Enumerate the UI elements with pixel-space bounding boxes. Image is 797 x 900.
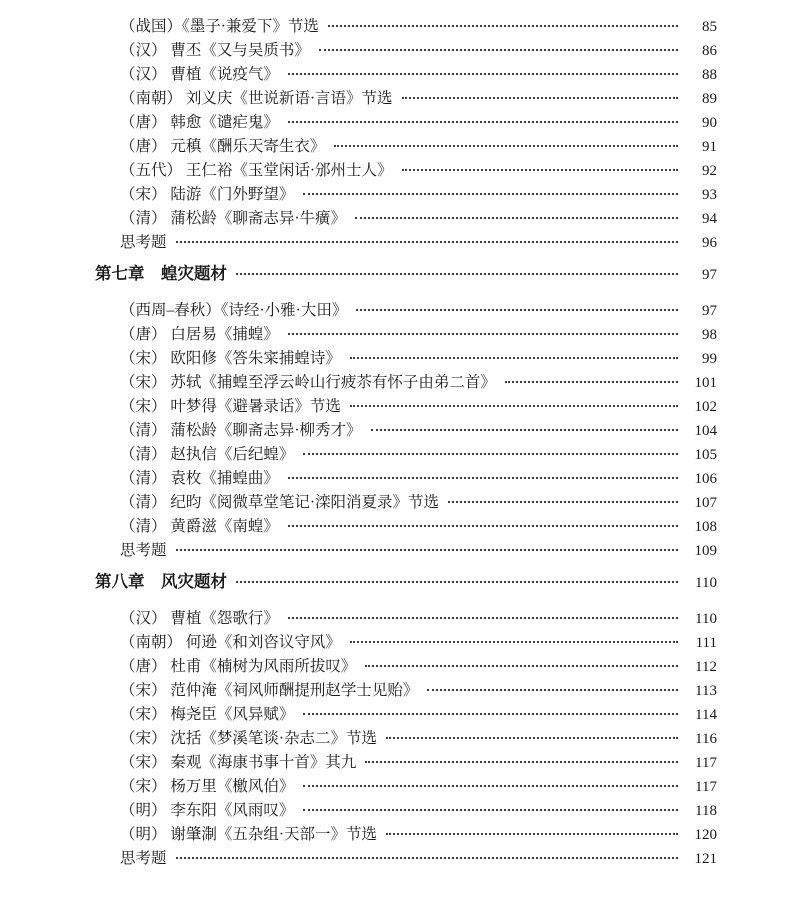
dot-leader: [303, 453, 678, 455]
dot-leader: [176, 241, 678, 243]
dot-leader: [365, 665, 678, 667]
dot-leader: [303, 193, 678, 195]
entry-title: （宋） 叶梦得《避暑录话》节选: [120, 398, 341, 415]
toc-entry-row: [95, 158, 717, 182]
toc-entry-row: [95, 702, 717, 726]
toc-entry-row: [95, 822, 717, 846]
toc-entry-row: [95, 182, 717, 206]
entry-page-number: 99: [702, 351, 717, 367]
toc-list: [95, 14, 717, 870]
dot-leader: [350, 641, 678, 643]
toc-entry-row: [95, 654, 717, 678]
toc-entry-row: [95, 230, 717, 254]
entry-title: （宋） 秦观《海康书事十首》其九: [120, 754, 357, 771]
chapter-page-number: 110: [695, 575, 717, 591]
dot-leader: [328, 25, 678, 27]
entry-page-number: 106: [694, 471, 717, 487]
dot-leader: [303, 713, 678, 715]
entry-page-number: 117: [695, 779, 717, 795]
entry-title: 思考题: [120, 234, 167, 251]
entry-title: （西周–春秋）《诗经·小雅·大田》: [120, 302, 348, 319]
entry-title: （宋） 陆游《门外野望》: [120, 186, 295, 203]
entry-title: 思考题: [120, 850, 167, 867]
dot-leader: [356, 309, 678, 311]
dot-leader: [402, 169, 678, 171]
dot-leader: [288, 121, 678, 123]
toc-entry-row: [95, 14, 717, 38]
chapter-title: 第七章 蝗灾题材: [95, 265, 227, 283]
entry-title: （明） 李东阳《风雨叹》: [120, 802, 295, 819]
entry-title: （南朝） 何逊《和刘咨议守风》: [120, 634, 341, 651]
entry-title: （汉） 曹植《说疫气》: [120, 66, 279, 83]
entry-title: （清） 黄爵滋《南蝗》: [120, 518, 279, 535]
entry-title: （宋） 杨万里《檄风伯》: [120, 778, 295, 795]
entry-page-number: 118: [695, 803, 717, 819]
entry-page-number: 85: [702, 19, 717, 35]
entry-page-number: 109: [694, 543, 717, 559]
toc-section: [95, 260, 717, 562]
entry-title: （宋） 范仲淹《祠风师酬提刑赵学士见贻》: [120, 682, 419, 699]
entry-title: （唐） 韩愈《谴疟鬼》: [120, 114, 279, 131]
dot-leader: [288, 617, 678, 619]
entry-page-number: 90: [702, 115, 717, 131]
dot-leader: [386, 737, 678, 739]
entry-title: （汉） 曹植《怨歌行》: [120, 610, 279, 627]
dot-leader: [319, 49, 678, 51]
toc-entry-row: [95, 370, 717, 394]
entry-page-number: 86: [702, 43, 717, 59]
entry-title: （战国）《墨子·兼爱下》节选: [120, 18, 319, 35]
dot-leader: [176, 549, 678, 551]
chapter-title: 第八章 风灾题材: [95, 573, 227, 591]
entry-title: （清） 赵执信《后纪蝗》: [120, 446, 295, 463]
entry-page-number: 114: [695, 707, 717, 723]
entry-page-number: 117: [695, 755, 717, 771]
toc-entry-row: [95, 298, 717, 322]
entry-title: （清） 纪昀《阅微草堂笔记·滦阳消夏录》节选: [120, 494, 440, 511]
entry-page-number: 97: [702, 303, 717, 319]
toc-entry-row: [95, 774, 717, 798]
entry-page-number: 96: [702, 235, 717, 251]
dot-leader: [350, 357, 678, 359]
toc-entry-row: [95, 538, 717, 562]
toc-entry-row: [95, 110, 717, 134]
toc-entry-row: [95, 134, 717, 158]
entry-title: （宋） 苏轼《捕蝗至浮云岭山行疲苶有怀子由弟二首》: [120, 374, 496, 391]
toc-entry-row: [95, 38, 717, 62]
entry-page-number: 110: [695, 611, 717, 627]
entry-page-number: 92: [702, 163, 717, 179]
entry-title: （汉） 曹丕《又与吴质书》: [120, 42, 310, 59]
dot-leader: [371, 429, 678, 431]
entry-title: （宋） 梅尧臣《风异赋》: [120, 706, 295, 723]
entry-page-number: 113: [695, 683, 717, 699]
entry-page-number: 105: [694, 447, 717, 463]
entry-page-number: 104: [694, 423, 717, 439]
entry-page-number: 108: [694, 519, 717, 535]
entry-page-number: 120: [694, 827, 717, 843]
toc-entry-row: [95, 394, 717, 418]
toc-entry-row: [95, 490, 717, 514]
dot-leader: [365, 761, 678, 763]
entry-title: （明） 谢肇淛《五杂组·天部一》节选: [120, 826, 378, 843]
entry-title: （唐） 白居易《捕蝗》: [120, 326, 279, 343]
dot-leader: [386, 833, 678, 835]
entry-page-number: 93: [702, 187, 717, 203]
dot-leader: [236, 273, 678, 275]
toc-entry-row: [95, 630, 717, 654]
entry-title: （五代） 王仁裕《玉堂闲话·邠州士人》: [120, 162, 393, 179]
toc-entry-row: [95, 86, 717, 110]
entry-page-number: 88: [702, 67, 717, 83]
entry-page-number: 91: [702, 139, 717, 155]
dot-leader: [303, 809, 678, 811]
entry-page-number: 101: [694, 375, 717, 391]
entry-page-number: 121: [694, 851, 717, 867]
dot-leader: [288, 477, 678, 479]
toc-entry-row: [95, 798, 717, 822]
entry-page-number: 102: [694, 399, 717, 415]
dot-leader: [448, 501, 678, 503]
toc-section: [95, 568, 717, 870]
toc-entry-row: [95, 726, 717, 750]
entry-page-number: 98: [702, 327, 717, 343]
dot-leader: [236, 581, 678, 583]
toc-entry-row: [95, 442, 717, 466]
toc-entry-row: [95, 514, 717, 538]
chapter-heading-row: [95, 568, 717, 594]
dot-leader: [288, 333, 678, 335]
entry-title: （南朝） 刘义庆《世说新语·言语》节选: [120, 90, 393, 107]
entry-page-number: 94: [702, 211, 717, 227]
entry-page-number: 111: [695, 635, 717, 651]
toc-entry-row: [95, 206, 717, 230]
toc-entry-row: [95, 466, 717, 490]
entry-title: 思考题: [120, 542, 167, 559]
entry-page-number: 116: [695, 731, 717, 747]
dot-leader: [303, 785, 678, 787]
toc-entry-row: [95, 846, 717, 870]
toc-entry-row: [95, 750, 717, 774]
entry-title: （唐） 杜甫《楠树为风雨所拔叹》: [120, 658, 357, 675]
toc-entry-row: [95, 346, 717, 370]
entry-title: （清） 蒲松龄《聊斋志异·牛癀》: [120, 210, 347, 227]
toc-entry-row: [95, 418, 717, 442]
dot-leader: [288, 73, 678, 75]
dot-leader: [350, 405, 678, 407]
dot-leader: [176, 857, 678, 859]
entry-page-number: 89: [702, 91, 717, 107]
toc-section: [95, 14, 717, 254]
dot-leader: [402, 97, 678, 99]
dot-leader: [427, 689, 678, 691]
entry-title: （清） 袁枚《捕蝗曲》: [120, 470, 279, 487]
dot-leader: [505, 381, 678, 383]
toc-entry-row: [95, 322, 717, 346]
entry-title: （清） 蒲松龄《聊斋志异·柳秀才》: [120, 422, 362, 439]
dot-leader: [288, 525, 678, 527]
entry-page-number: 112: [695, 659, 717, 675]
dot-leader: [355, 217, 678, 219]
dot-leader: [334, 145, 678, 147]
toc-entry-row: [95, 62, 717, 86]
chapter-page-number: 97: [702, 267, 717, 283]
toc-entry-row: [95, 606, 717, 630]
chapter-heading-row: [95, 260, 717, 286]
toc-entry-row: [95, 678, 717, 702]
entry-title: （宋） 沈括《梦溪笔谈·杂志二》节选: [120, 730, 378, 747]
entry-title: （唐） 元稹《酬乐天寄生衣》: [120, 138, 326, 155]
entry-page-number: 107: [694, 495, 717, 511]
entry-title: （宋） 欧阳修《答朱寀捕蝗诗》: [120, 350, 341, 367]
